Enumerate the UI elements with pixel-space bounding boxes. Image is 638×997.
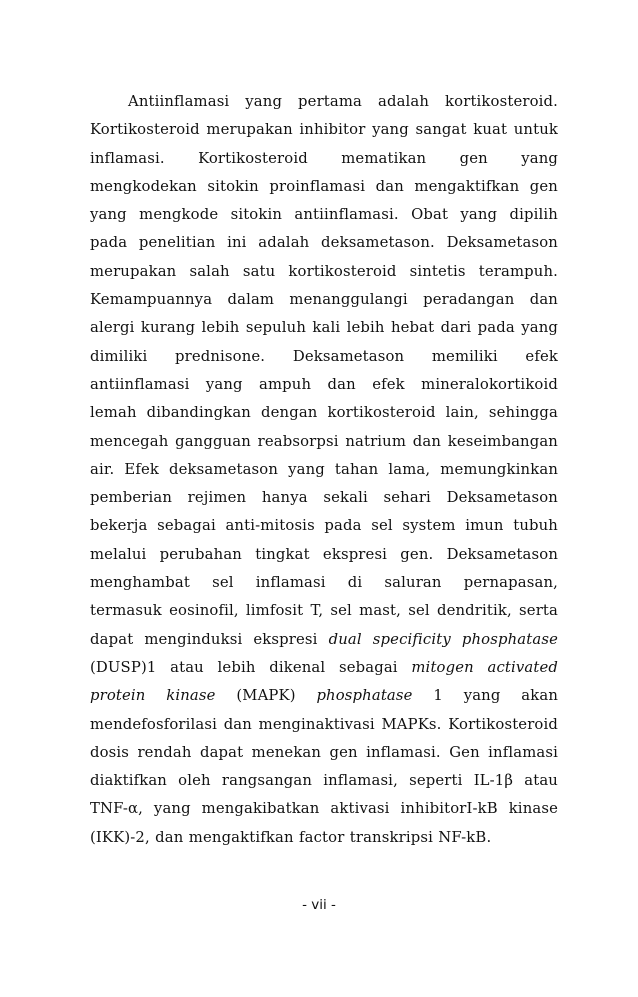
page-number: - vii - [302,897,336,913]
italic-term: phosphatase [316,687,413,705]
text-segment: merupakan salah satu kortikosteroid sintetis terampuh. [90,262,558,280]
text-segment: Antiinflamasi yang pertama adalah kortikosteroid. [128,93,558,110]
text-segment: menghambat sel inflamasi di saluran pernapasan, [90,574,558,592]
text-segment: (DUSP)1 atau lebih dikenal sebagai [90,658,412,676]
text-line [90,456,558,484]
text-line [90,145,558,173]
text-segment: alergi kurang lebih sepuluh kali lebih hebat dari pada yang [90,319,558,337]
text-segment: pada penelitian ini adalah deksametason. Deksametason [90,234,558,252]
text-segment: mendefosforilasi dan menginaktivasi MAPKs. Kortikosteroid [90,715,558,733]
text-line [90,343,558,371]
text-segment: pemberian rejimen hanya sekali sehari Deksametason [90,489,558,507]
text-line [90,399,558,427]
text-segment: antiinflamasi yang ampuh dan efek mineralokortikoid [90,375,558,393]
text-segment: mengkodekan sitokin proinflamasi dan mengaktifkan gen [90,177,558,195]
text-line [90,795,558,823]
text-line [90,541,558,569]
text-segment: Kortikosteroid merupakan inhibitor yang sangat kuat untuk [90,121,558,139]
italic-term: protein kinase [90,687,216,705]
text-line [90,512,558,540]
text-line [90,428,558,456]
italic-term: mitogen activated [411,658,558,676]
text-line [90,654,558,682]
text-segment: Kemampuannya dalam menanggulangi peradangan dan [90,291,558,309]
text-segment: bekerja sebagai anti-mitosis pada sel system imun tubuh [90,517,558,535]
text-line [90,597,558,625]
text-segment: dapat menginduksi ekspresi [90,630,329,648]
text-segment: air. Efek deksametason yang tahan lama, memungkinkan [90,460,558,478]
text-line [90,88,558,116]
text-line [90,116,558,144]
text-line [90,682,558,710]
text-segment: lemah dibandingkan dengan kortikosteroid lain, sehingga [90,404,558,422]
text-segment: yang mengkode sitokin antiinflamasi. Obat yang dipilih [90,206,558,224]
text-line [90,286,558,314]
text-line [90,229,558,257]
text-line [90,569,558,597]
text-segment: (IKK)-2, dan mengaktifkan factor transkripsi NF-kB. [90,828,492,846]
text-line [90,739,558,767]
text-line [90,626,558,654]
text-line [90,173,558,201]
text-segment: inflamasi. Kortikosteroid mematikan gen yang [90,149,558,167]
text-segment: dosis rendah dapat menekan gen inflamasi. Gen inflamasi [90,743,558,761]
italic-term: dual specificity phosphatase [328,630,558,648]
text-line [90,201,558,229]
text-segment: 1 yang akan [412,687,558,705]
text-line [90,484,558,512]
text-segment: melalui perubahan tingkat ekspresi gen. Deksametason [90,545,558,563]
text-segment: mencegah gangguan reabsorpsi natrium dan keseimbangan [90,432,558,450]
body-paragraph [90,88,558,852]
text-line [90,314,558,342]
text-segment: TNF-α, yang mengakibatkan aktivasi inhibitorI-kB kinase [90,800,558,818]
text-line [90,371,558,399]
text-segment: diaktifkan oleh rangsangan inflamasi, seperti IL-1β atau [90,772,558,790]
text-line [90,258,558,286]
text-line [90,711,558,739]
text-segment: termasuk eosinofil, limfosit T, sel mast, sel dendritik, serta [90,602,558,620]
text-segment: (MAPK) [215,687,317,705]
text-segment: dimiliki prednisone. Deksametason memiliki efek [90,347,558,365]
text-line [90,767,558,795]
text-line [90,824,558,852]
